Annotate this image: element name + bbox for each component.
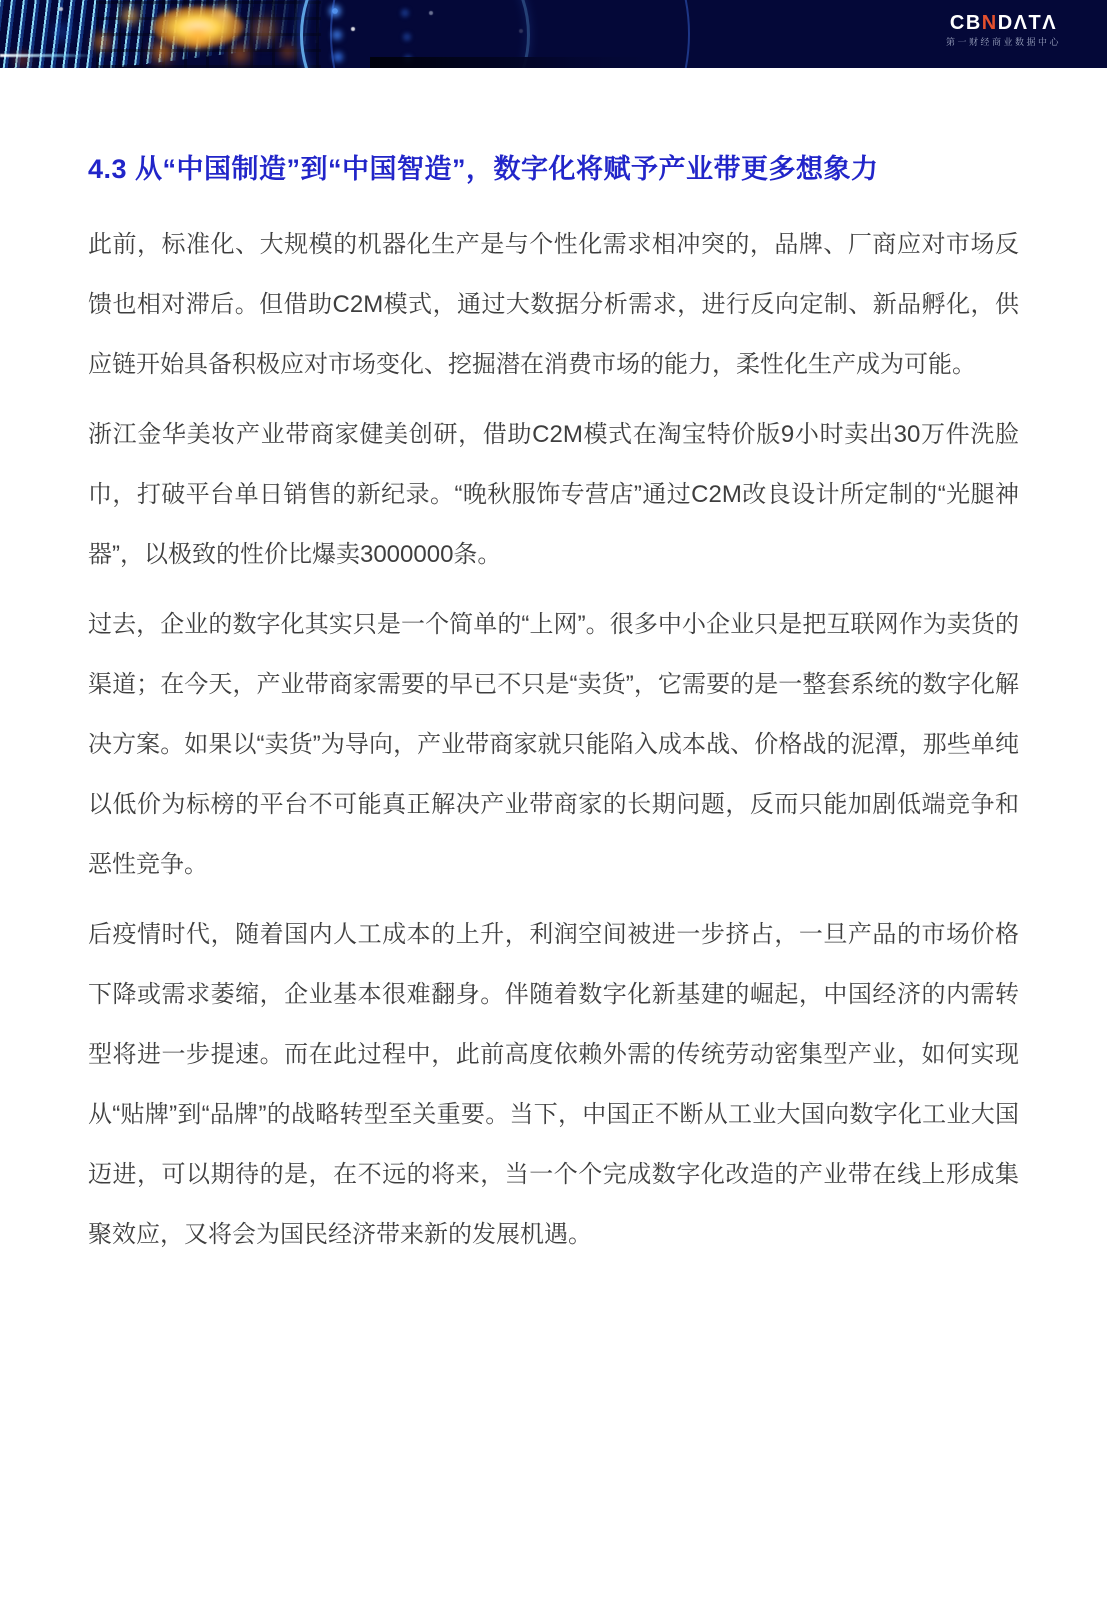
paragraph-4: 后疫情时代，随着国内人工成本的上升，利润空间被进一步挤占，一旦产品的市场价格下降或需求萎缩，企业基本很难翻身。伴随着数字化新基建的崛起，中国经济的内需转型将进一步提速。而在此过程中，此前高度依赖外需的传统劳动密集型产业，如何实现从“贴牌”到“品牌”的战略转型至关重要。当下，中国正不断从工业大国向数字化工业大国迈进，可以期待的是，在不远的将来，当一个个完成数字化改造的产业带在线上形成集聚效应，又将会为国民经济带来新的发展机遇。	[88, 921, 1019, 1249]
logo-text-n: N	[981, 12, 998, 34]
paragraph-2: 浙江金华美妆产业带商家健美创研，借助C2M模式在淘宝特价版9小时卖出30万件洗脸巾，打破平台单日销售的新纪录。“晚秋服饰专营店”通过C2M改良设计所定制的“光腿神器”，以极致的性价比爆卖3000000条。	[88, 421, 1019, 569]
paragraph-3: 过去，企业的数字化其实只是一个简单的“上网”。很多中小企业只是把互联网作为卖货的渠道；在今天，产业带商家需要的早已不只是“卖货”，它需要的是一整套系统的数字化解决方案。如果以“卖货”为导向，产业带商家就只能陷入成本战、价格战的泥潭，那些单纯以低价为标榜的平台不可能真正解决产业带商家的长期问题，反而只能加剧低端竞争和恶性竞争。	[88, 611, 1019, 879]
cbndata-logo	[946, 13, 1061, 47]
document-body	[0, 68, 1107, 1265]
paragraph-1: 此前，标准化、大规模的机器化生产是与个性化需求相冲突的，品牌、厂商应对市场反馈也相对滞后。但借助C2M模式，通过大数据分析需求，进行反向定制、新品孵化，供应链开始具备积极应对市场变化、挖掘潜在消费市场的能力，柔性化生产成为可能。	[88, 231, 1019, 379]
banner-fade-overlay	[0, 0, 680, 68]
logo-text-cb: CB	[949, 12, 982, 34]
cbndata-logo-text	[946, 13, 1061, 33]
logo-text-data: DΛTΛ	[997, 12, 1058, 34]
page-header-banner	[0, 0, 1107, 68]
cbndata-logo-subtitle: 第一财经商业数据中心	[945, 37, 1061, 47]
section-heading: 4.3 从“中国制造”到“中国智造”，数字化将赋予产业带更多想象力	[88, 154, 879, 184]
header-tech-image	[0, 0, 680, 68]
